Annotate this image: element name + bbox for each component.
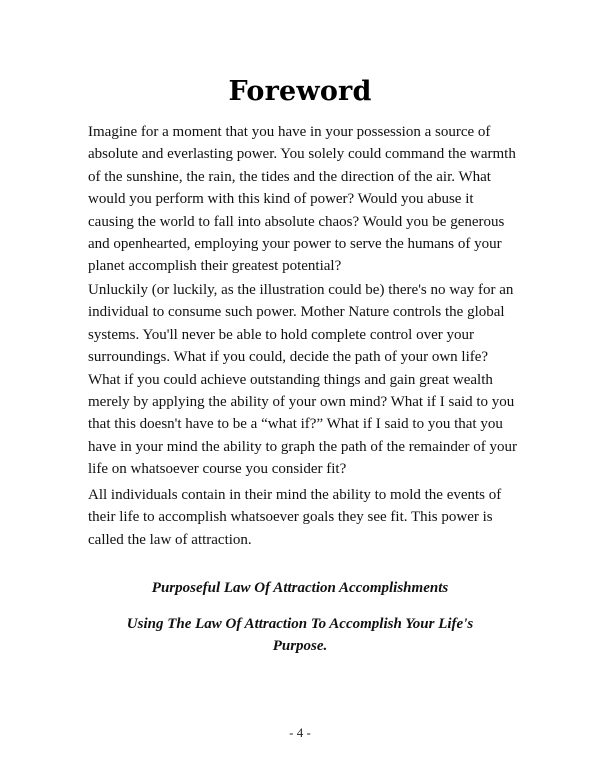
- page-title: Foreword: [228, 76, 372, 107]
- page-number: - 4 -: [289, 725, 311, 740]
- subheading-1: Purposeful Law Of Attraction Accomplishments: [151, 580, 449, 596]
- paragraph-2: Unluckily (or luckily, as the illustration could be) there's no way for an individual to consume such power. Mother Nature controls the global systems. You'll never be able to hold complete control over your surroundings. What if you could, decide the path of your own life? What if you could achieve outstanding things and gain great wealth merely by applying the ability of your own mind? What if I said to you that this doesn't have to be a “what if?” What if I said to you that you have in your mind the ability to graph the path of the remainder of your life on whatsoever course you consider fit?: [88, 282, 518, 478]
- paragraph-1: Imagine for a moment that you have in your possession a source of absolute and everlasting power. You solely could command the warmth of the sunshine, the rain, the tides and the direction of the air. What would you perform with this kind of power? Would you abuse it causing the world to fall into absolute chaos? Would you be generous and openhearted, employing your power to serve the humans of your planet accomplish their greatest potential?: [88, 124, 516, 275]
- subheading-2: Using The Law Of Attraction To Accomplish Your Life's Purpose.: [126, 616, 474, 654]
- paragraph-3: All individuals contain in their mind the ability to mold the events of their life to accomplish whatsoever goals they see fit. This power is called the law of attraction.: [88, 487, 502, 548]
